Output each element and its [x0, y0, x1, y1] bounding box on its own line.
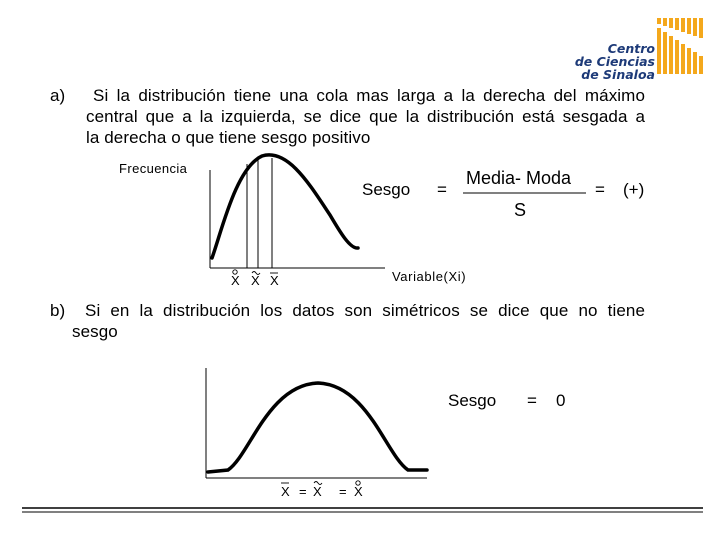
chart-a-mode-label: X	[231, 273, 240, 288]
chart-a-median-label: X	[251, 273, 260, 288]
chart-b-curve	[208, 383, 427, 472]
section-a-line-1: Si la distribución tiene una cola mas larga a la derecha del máximo	[93, 86, 645, 105]
logo-line-3: de Sinaloa	[581, 67, 655, 82]
chart-b-mean-label: X	[281, 484, 290, 499]
formula-a-denominator: S	[514, 200, 527, 220]
formula-a-equals-2: =	[595, 180, 605, 199]
chart-b-median-label: X	[313, 484, 322, 499]
formula-a-left: Sesgo	[362, 180, 411, 199]
chart-a-mean-label: X	[270, 273, 279, 288]
chart-b-eq-1: =	[299, 484, 307, 499]
chart-b-mode-label: X	[354, 484, 363, 499]
section-a-line-2: central que a la izquierda, se dice que la distribución está sesgada a	[86, 107, 645, 126]
logo-line-2: de Ciencias	[574, 54, 655, 69]
formula-b-result: 0	[556, 391, 566, 410]
section-b-marker: b)	[50, 301, 66, 320]
section-b-line-1: Si en la distribución los datos son simétricos se dice que no tiene	[85, 301, 645, 320]
logo-line-1: Centro	[607, 41, 655, 56]
formula-a-result: (+)	[623, 180, 645, 199]
formula-b-equals: =	[527, 391, 537, 410]
y-axis-label: Frecuencia	[119, 161, 188, 176]
chart-b-eq-2: =	[339, 484, 347, 499]
formula-b-left: Sesgo	[448, 391, 497, 410]
chart-a-curve	[212, 155, 358, 258]
formula-a-numerator: Media- Moda	[466, 168, 572, 188]
x-axis-label: Variable(Xi)	[392, 269, 467, 284]
section-b-line-2: sesgo	[72, 322, 118, 341]
section-a-marker: a)	[50, 86, 66, 105]
formula-a-equals: =	[437, 180, 447, 199]
section-a-line-3: la derecha o que tiene sesgo positivo	[86, 128, 371, 147]
